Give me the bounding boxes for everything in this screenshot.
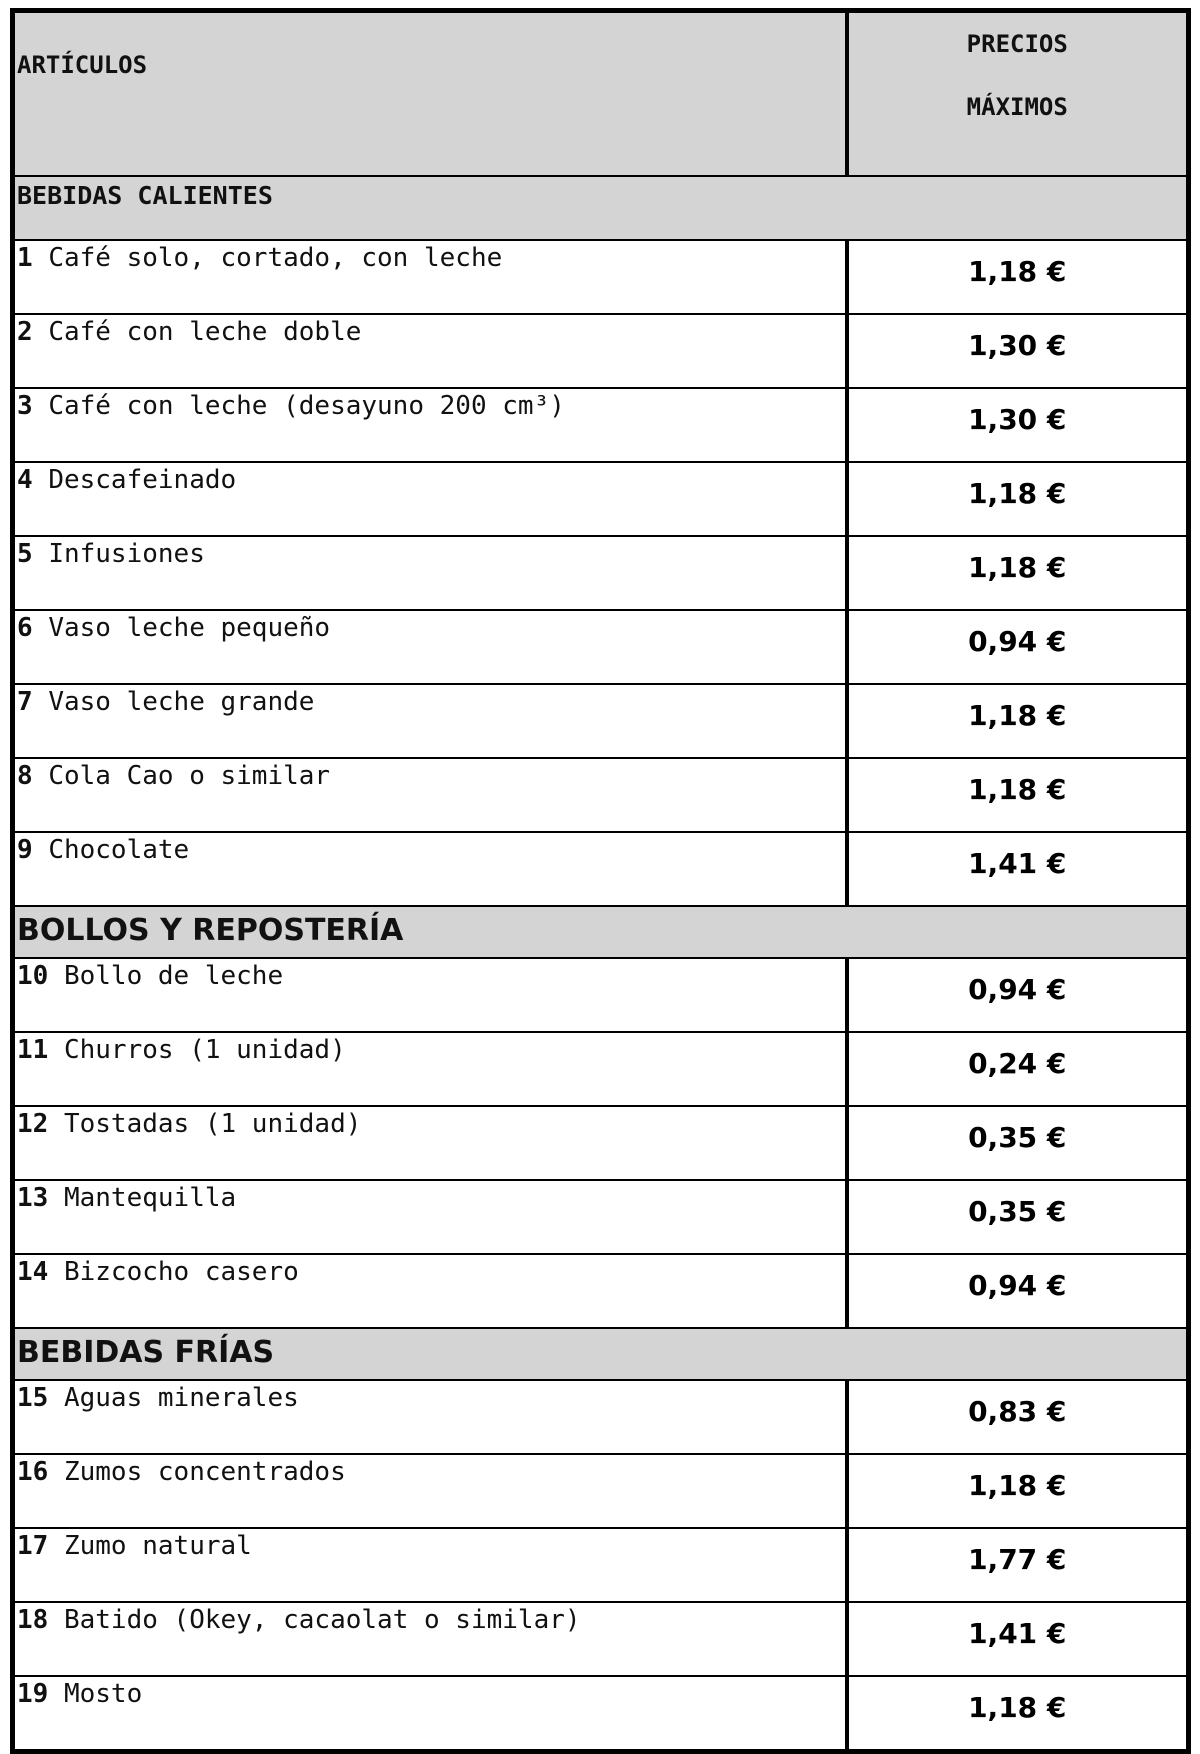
item-price: 1,18 €: [847, 536, 1189, 610]
item-price: 1,18 €: [847, 1676, 1189, 1752]
table-row: [13, 1180, 1189, 1254]
item-number: 16: [17, 1457, 49, 1487]
item-number: 9: [17, 835, 33, 865]
item-name: Bollo de leche: [63, 961, 284, 991]
item-price: 0,35 €: [847, 1106, 1189, 1180]
section-title: BEBIDAS CALIENTES: [13, 176, 1189, 240]
item-name: Descafeinado: [48, 465, 237, 495]
table-row: [13, 1254, 1189, 1328]
table-row: [13, 1676, 1189, 1752]
item-price: 1,18 €: [847, 462, 1189, 536]
table-row: [13, 758, 1189, 832]
item-number: 7: [17, 687, 33, 717]
item-price: 1,18 €: [847, 684, 1189, 758]
section-row-hot-drinks: [13, 176, 1189, 240]
table-row: [13, 958, 1189, 1032]
table-row: [13, 388, 1189, 462]
item-number: 11: [17, 1035, 49, 1065]
item-name: Vaso leche grande: [48, 687, 315, 717]
table-row: [13, 1528, 1189, 1602]
table-row: [13, 832, 1189, 906]
item-name: Churros (1 unidad): [63, 1035, 346, 1065]
price-table: [10, 8, 1191, 1754]
item-number: 4: [17, 465, 33, 495]
section-title: BEBIDAS FRÍAS: [13, 1328, 1189, 1380]
item-name: Aguas minerales: [63, 1383, 299, 1413]
item-name: Mantequilla: [63, 1183, 237, 1213]
table-row: [13, 1454, 1189, 1528]
section-title: BOLLOS Y REPOSTERÍA: [13, 906, 1189, 958]
header-max-prices: [847, 11, 1189, 177]
table-row: [13, 240, 1189, 314]
item-number: 6: [17, 613, 33, 643]
item-name: Tostadas (1 unidad): [63, 1109, 362, 1139]
item-name: Café con leche (desayuno 200 cm³): [48, 391, 565, 421]
item-price: 1,30 €: [847, 314, 1189, 388]
table-row: [13, 314, 1189, 388]
item-number: 15: [17, 1383, 49, 1413]
item-price: 0,94 €: [847, 958, 1189, 1032]
item-price: 0,24 €: [847, 1032, 1189, 1106]
table-row: [13, 610, 1189, 684]
item-price: 1,30 €: [847, 388, 1189, 462]
item-price: 1,18 €: [847, 1454, 1189, 1528]
item-price: 0,35 €: [847, 1180, 1189, 1254]
table-row: [13, 462, 1189, 536]
item-name: Bizcocho casero: [63, 1257, 299, 1287]
item-name: Café con leche doble: [48, 317, 362, 347]
item-number: 18: [17, 1605, 49, 1635]
table-row: [13, 1032, 1189, 1106]
item-price: 1,41 €: [847, 1602, 1189, 1676]
item-name: Cola Cao o similar: [48, 761, 331, 791]
section-row-pastries: [13, 906, 1189, 958]
item-number: 1: [17, 243, 33, 273]
item-name: Chocolate: [48, 835, 190, 865]
item-price: 0,94 €: [847, 610, 1189, 684]
item-name: Zumo natural: [63, 1531, 252, 1561]
item-price: 1,41 €: [847, 832, 1189, 906]
section-row-cold-drinks: [13, 1328, 1189, 1380]
item-price: 1,18 €: [847, 758, 1189, 832]
item-number: 3: [17, 391, 33, 421]
item-price: 1,18 €: [847, 240, 1189, 314]
table-row: [13, 536, 1189, 610]
item-number: 8: [17, 761, 33, 791]
item-number: 13: [17, 1183, 49, 1213]
item-name: Café solo, cortado, con leche: [48, 243, 503, 273]
header-articles: ARTÍCULOS: [13, 11, 847, 177]
item-number: 12: [17, 1109, 49, 1139]
item-number: 14: [17, 1257, 49, 1287]
item-price: 0,94 €: [847, 1254, 1189, 1328]
table-row: [13, 1602, 1189, 1676]
item-number: 5: [17, 539, 33, 569]
item-name: Batido (Okey, cacaolat o similar): [63, 1605, 581, 1635]
header-price-line2: MÁXIMOS: [966, 93, 1068, 121]
item-name: Mosto: [63, 1679, 143, 1709]
item-name: Vaso leche pequeño: [48, 613, 331, 643]
table-row: [13, 1380, 1189, 1454]
table-row: [13, 1106, 1189, 1180]
item-price: 1,77 €: [847, 1528, 1189, 1602]
item-number: 17: [17, 1531, 49, 1561]
item-number: 10: [17, 961, 49, 991]
table-row: [13, 684, 1189, 758]
table-header-row: [13, 11, 1189, 177]
item-name: Infusiones: [48, 539, 205, 569]
item-name: Zumos concentrados: [63, 1457, 346, 1487]
item-number: 19: [17, 1679, 49, 1709]
item-number: 2: [17, 317, 33, 347]
item-price: 0,83 €: [847, 1380, 1189, 1454]
header-price-line1: PRECIOS: [966, 30, 1068, 58]
